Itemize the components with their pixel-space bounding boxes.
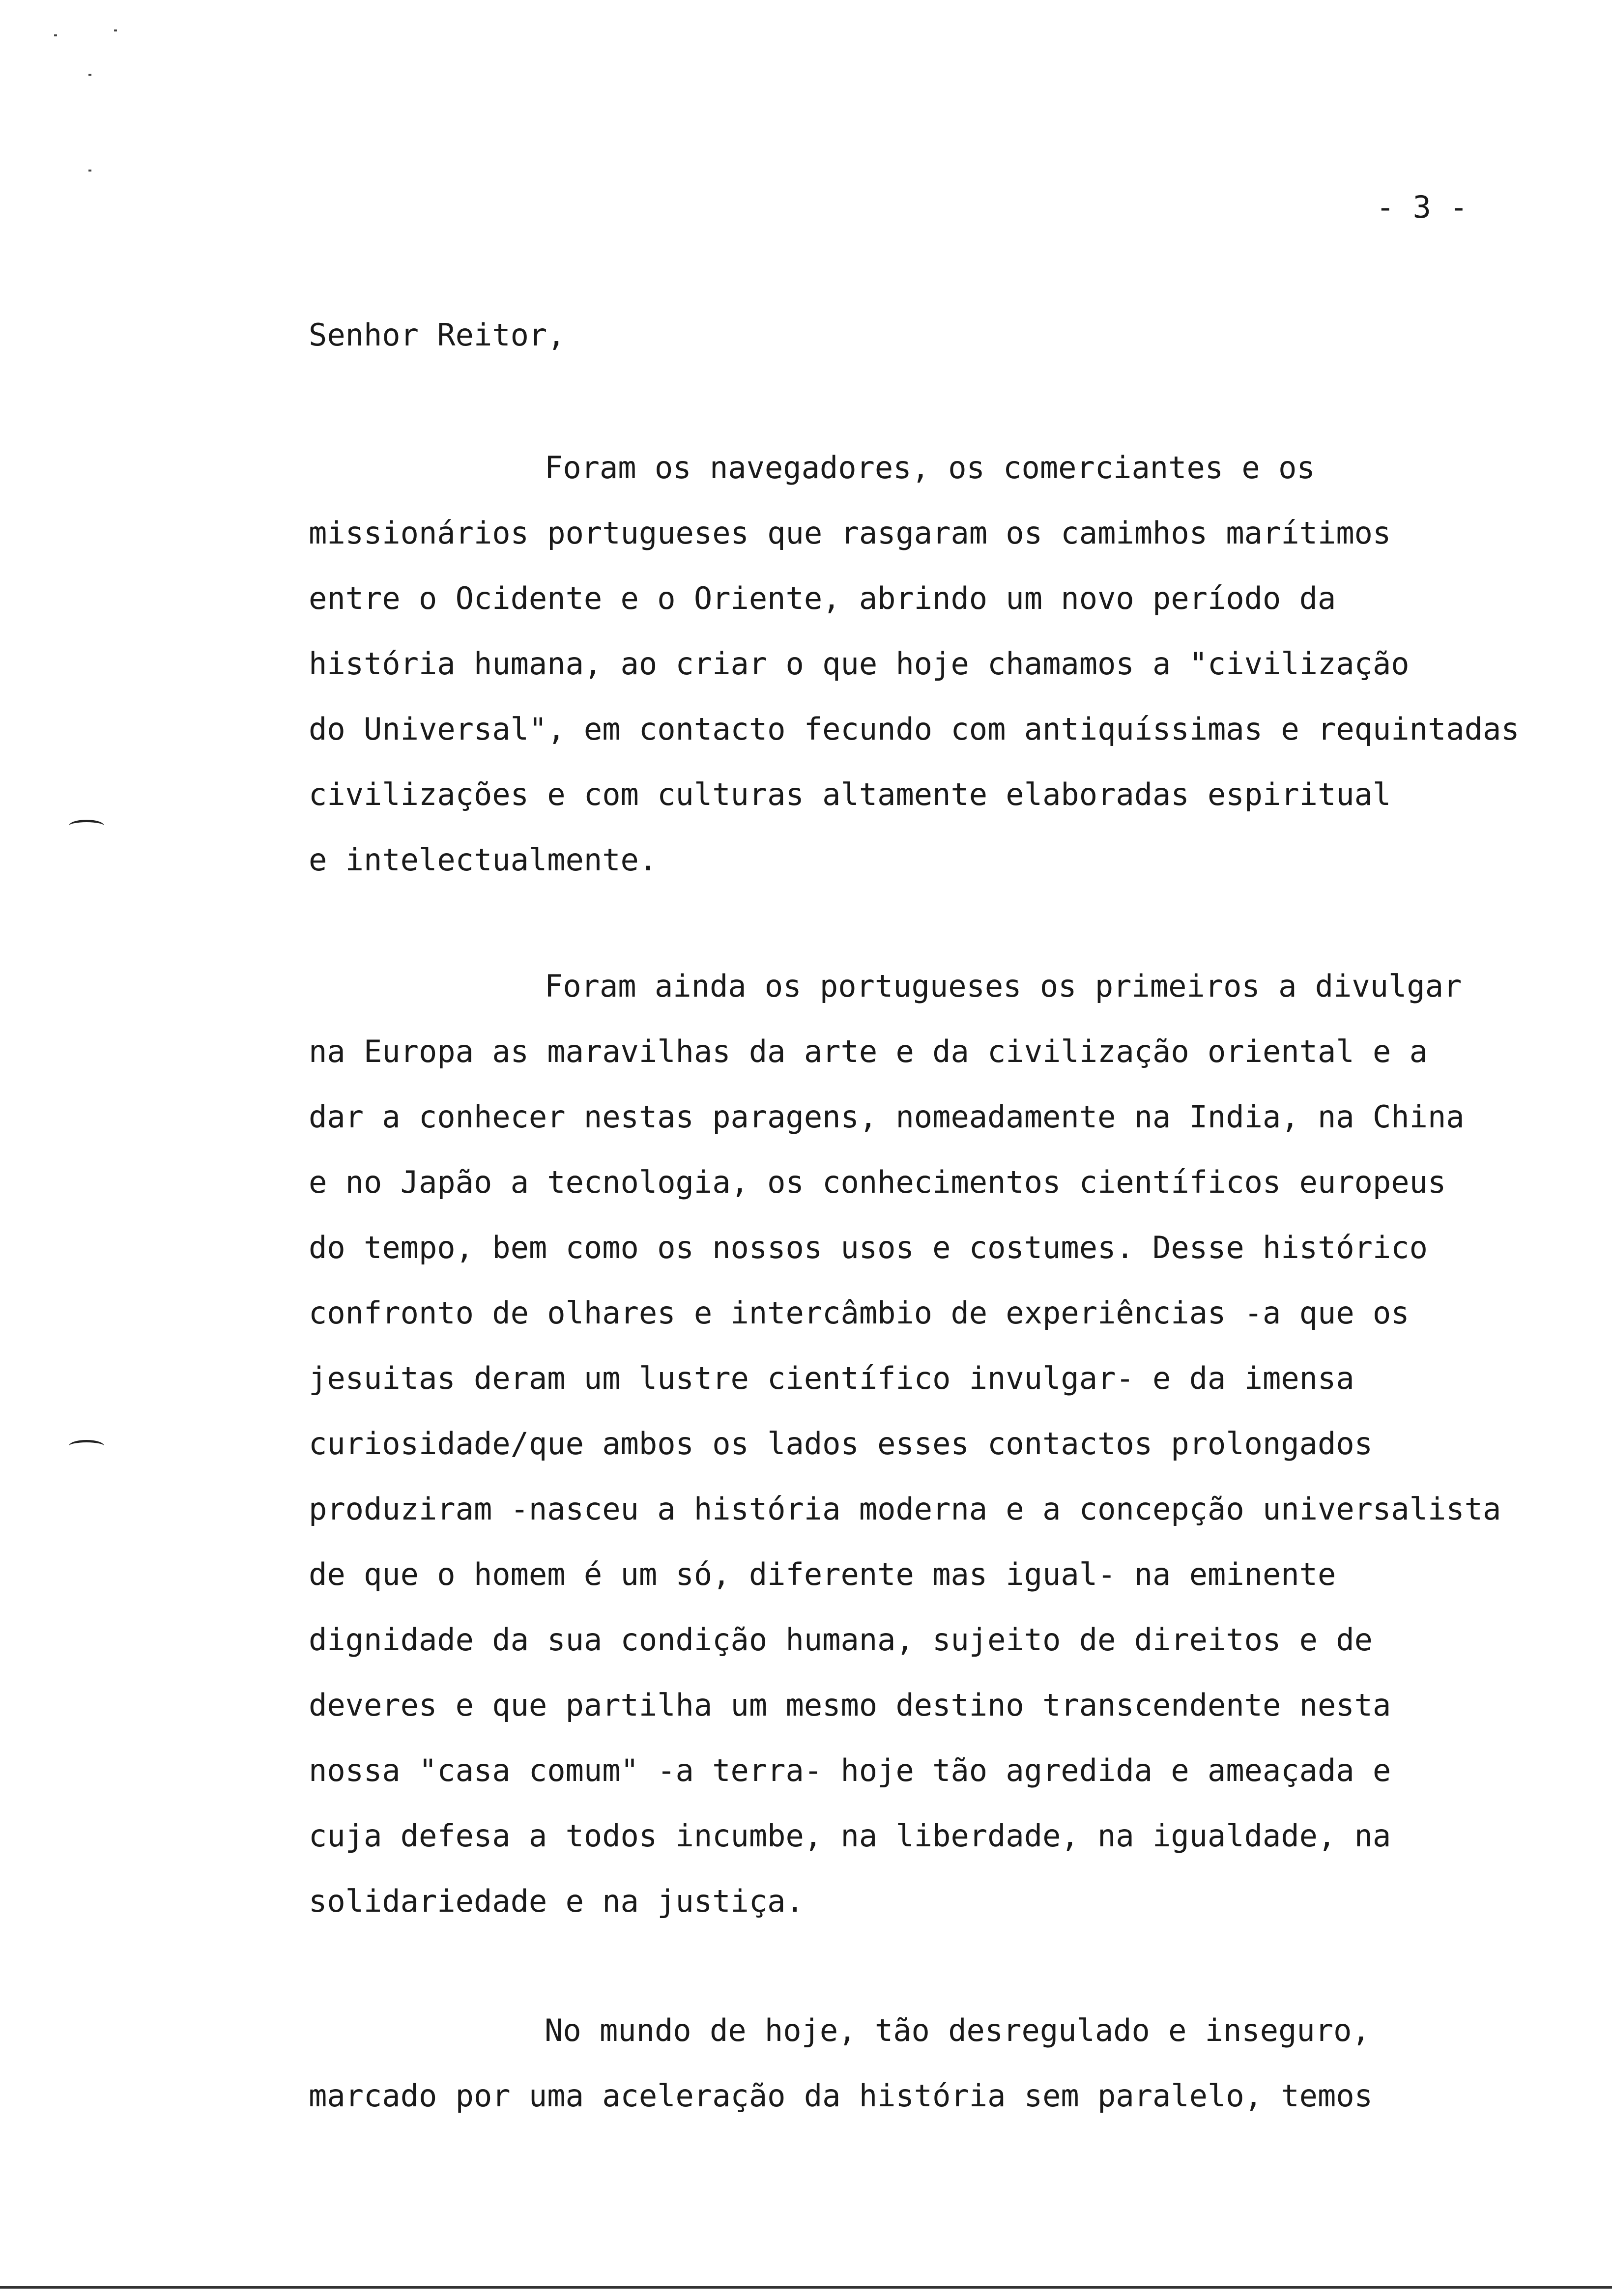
text-line: cuja defesa a todos incumbe, na liberdade, na igualdade, na: [309, 1818, 1391, 1854]
text-line: dar a conhecer nestas paragens, nomeadamente na India, na China: [309, 1099, 1465, 1135]
text-line: deveres e que partilha um mesmo destino transcendente nesta: [309, 1687, 1391, 1723]
text-line: e intelectualmente.: [309, 842, 658, 878]
text-line: produziram -nasceu a história moderna e a concepção universalista: [309, 1491, 1501, 1527]
paragraph-2: [309, 953, 1596, 1934]
text-line: entre o Ocidente e o Oriente, abrindo um novo período da: [309, 580, 1336, 616]
text-line: dignidade da sua condição humana, sujeito de direitos e de: [309, 1622, 1373, 1658]
page-number: - 3 -: [1376, 189, 1468, 225]
text-line: marcado por uma aceleração da história sem paralelo, temos: [309, 2078, 1373, 2114]
paragraph-1: [309, 435, 1596, 892]
scan-dot: [114, 29, 117, 31]
scan-dot: [88, 74, 91, 76]
bottom-rule: [0, 2286, 1612, 2289]
text-line: curiosidade/que ambos os lados esses contactos prolongados: [309, 1426, 1373, 1462]
text-line: Foram ainda os portugueses os primeiros a divulgar: [545, 968, 1462, 1004]
scan-dot: [88, 170, 91, 172]
scan-dot: [54, 34, 57, 36]
text-line: confronto de olhares e intercâmbio de experiências -a que os: [309, 1295, 1410, 1331]
text-line: jesuitas deram um lustre científico invulgar- e da imensa: [309, 1360, 1354, 1396]
text-line: No mundo de hoje, tão desregulado e inseguro,: [545, 2012, 1370, 2048]
text-line: na Europa as maravilhas da arte e da civilização oriental e a: [309, 1033, 1428, 1069]
text-line: de que o homem é um só, diferente mas igual- na eminente: [309, 1556, 1336, 1592]
text-line: e no Japão a tecnologia, os conhecimentos científicos europeus: [309, 1164, 1446, 1200]
text-line: missionários portugueses que rasgaram os camimhos marítimos: [309, 515, 1391, 551]
text-line: Foram os navegadores, os comerciantes e os: [545, 450, 1315, 486]
text-line: do Universal", em contacto fecundo com antiquíssimas e requintadas: [309, 711, 1520, 747]
text-line: solidariedade e na justiça.: [309, 1883, 804, 1919]
margin-mark: [69, 820, 104, 832]
text-line: história humana, ao criar o que hoje chamamos a "civilização: [309, 646, 1410, 682]
text-line: nossa "casa comum" -a terra- hoje tão agredida e ameaçada e: [309, 1752, 1391, 1788]
text-line: do tempo, bem como os nossos usos e costumes. Desse histórico: [309, 1230, 1428, 1265]
text-line: civilizações e com culturas altamente elaboradas espiritual: [309, 776, 1391, 812]
paragraph-3: [309, 1998, 1596, 2128]
margin-mark: [69, 1440, 104, 1452]
salutation: Senhor Reitor,: [309, 317, 566, 353]
